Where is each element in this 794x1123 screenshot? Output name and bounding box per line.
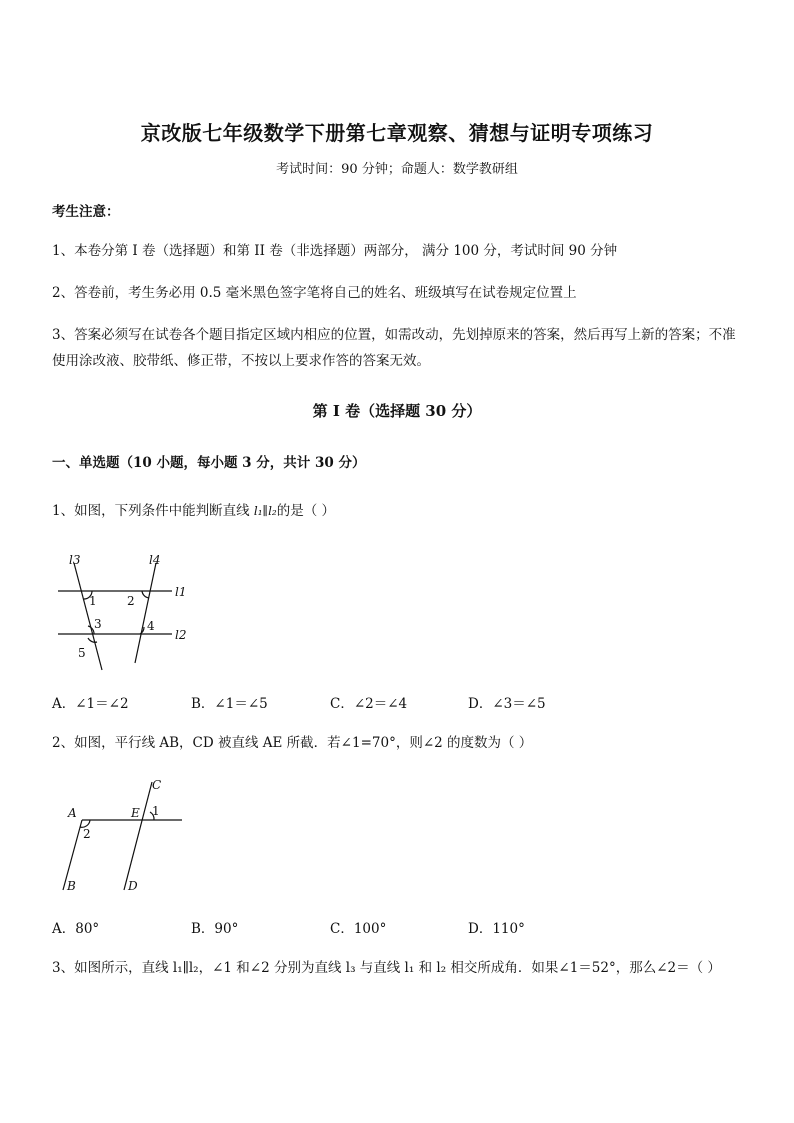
- label-c: C: [152, 778, 162, 792]
- option-b[interactable]: B．90°: [191, 921, 239, 937]
- label-l4: l4: [149, 553, 161, 567]
- option-d[interactable]: D．∠3＝∠5: [468, 696, 546, 712]
- label-angle-1: 1: [89, 594, 97, 608]
- option-c[interactable]: C．∠2＝∠4: [330, 696, 408, 712]
- label-d: D: [128, 879, 138, 893]
- label-l3: l3: [69, 553, 81, 567]
- question-1-figure: [52, 545, 202, 675]
- question-2-stem: 2、如图，平行线 AB，CD 被直线 AE 所截．若∠1=70°，则∠2 的度数为（ ）: [52, 735, 533, 751]
- option-c[interactable]: C．100°: [330, 921, 387, 937]
- label-angle-5: 5: [78, 646, 86, 660]
- question-2-options: [52, 917, 752, 937]
- option-a[interactable]: A．∠1＝∠2: [52, 696, 129, 712]
- line-l4: [135, 563, 156, 663]
- notice-item: 2、答卷前，考生务必用 0.5 毫米黑色签字笔将自己的姓名、班级填写在试卷规定位置上: [52, 285, 577, 301]
- question-1-options: [52, 692, 752, 712]
- page-title: 京改版七年级数学下册第七章观察、猜想与证明专项练习: [140, 121, 654, 145]
- part-title: 第 I 卷（选择题 30 分）: [312, 402, 482, 420]
- label-l1: l1: [175, 585, 187, 599]
- label-e: E: [131, 806, 140, 820]
- question-3-stem: 3、如图所示，直线 l₁∥l₂，∠1 和∠2 分别为直线 l₃ 与直线 l₁ 和 l₂ 相交所成角．如果∠1＝52°，那么∠2＝（ ）: [52, 960, 721, 976]
- option-d[interactable]: D．110°: [468, 921, 525, 937]
- question-1-math: l₁∥l₂: [253, 504, 277, 518]
- label-angle-4: 4: [147, 619, 155, 633]
- line-cd: [124, 782, 152, 890]
- label-angle-2: 2: [127, 594, 135, 608]
- section-title: 一、单选题（10 小题，每小题 3 分，共计 30 分）: [52, 455, 366, 471]
- label-a: A: [68, 806, 77, 820]
- label-angle-2: 2: [83, 827, 91, 841]
- question-1-stem: [52, 498, 752, 524]
- label-b: B: [67, 879, 76, 893]
- angle-2-arc: [142, 591, 149, 598]
- notice-item: 3、答案必须写在试卷各个题目指定区域内相应的位置，如需改动，先划掉原来的答案，然后再写上新的答案；不准使用涂改液、胶带纸、修正带，不按以上要求作答的答案无效。: [52, 327, 736, 369]
- option-b[interactable]: B．∠1＝∠5: [191, 696, 268, 712]
- question-1-stem-b: 的是（ ）: [276, 503, 336, 519]
- notice-heading: 考生注意：: [52, 204, 120, 220]
- angle-5-arc: [88, 638, 97, 642]
- exam-info: 考试时间：90 分钟；命题人：数学教研组: [276, 162, 518, 177]
- question-1-stem-a: 1、如图，下列条件中能判断直线: [52, 503, 254, 519]
- option-a[interactable]: A．80°: [52, 921, 100, 937]
- label-angle-1: 1: [152, 804, 160, 818]
- label-angle-3: 3: [94, 617, 102, 631]
- notice-item: 1、本卷分第 I 卷（选择题）和第 II 卷（非选择题）两部分， 满分 100 分，考试时间 90 分钟: [52, 243, 618, 259]
- label-l2: l2: [175, 628, 187, 642]
- question-2-figure: [52, 772, 192, 897]
